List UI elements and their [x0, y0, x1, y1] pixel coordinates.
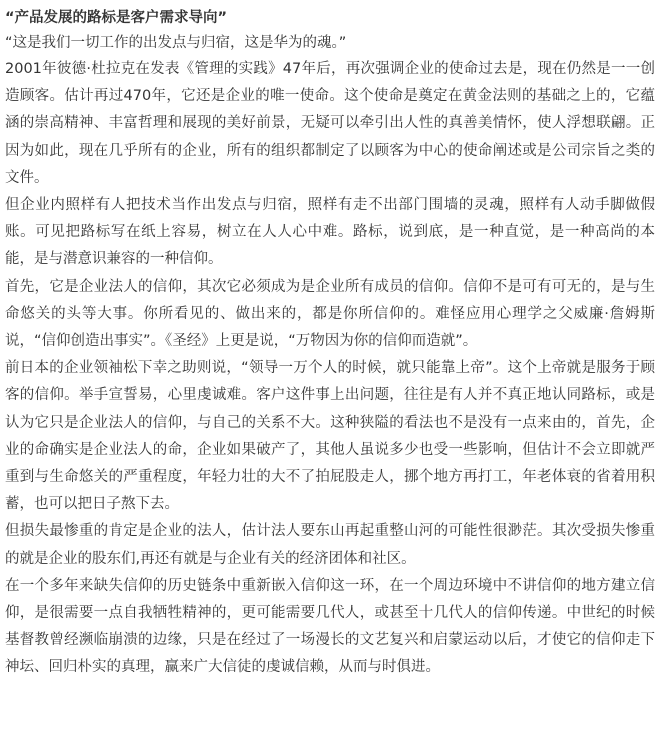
article-quote: “这是我们一切工作的出发点与归宿，这是华为的魂。” [5, 35, 347, 51]
paragraph: 但企业内照样有人把技术当作出发点与归宿，照样有走不出部门围墙的灵魂，照样有人动手脚做假账。可见把路标写在纸上容易，树立在人人心中难。路标，说到底，是一种直觉，是一种高尚的本能，是与潜意识兼容的一种信仰。 [5, 197, 655, 268]
paragraph: 在一个多年来缺失信仰的历史链条中重新嵌入信仰这一环，在一个周边环境中不讲信仰的地方建立信仰，是很需要一点自我牺牲精神的，更可能需要几代人，或甚至十几代人的信仰传递。中世纪的时候基督教曾经濒临崩溃的边缘，只是在经过了一场漫长的文艺复兴和启蒙运动以后，才使它的信仰走下神坛、回归朴实的真理，赢来广大信徒的虔诚信赖，从而与时俱进。 [5, 577, 655, 676]
paragraph: 首先，它是企业法人的信仰，其次它必须成为是企业所有成员的信仰。信仰不是可有可无的，是与生命悠关的头等大事。你所看见的、做出来的，都是你所信仰的。难怪应用心理学之父威廉·詹姆斯说，“信仰创造出事实”。《圣经》上更是说，“万物因为你的信仰而造就”。 [5, 278, 655, 350]
article-title: “产品发展的路标是客户需求导向” [5, 10, 228, 26]
paragraph: 但损失最惨重的肯定是企业的法人，估计法人要东山再起重整山河的可能性很渺茫。其次受损失惨重的就是企业的股东们,再还有就是与企业有关的经济团体和社区。 [5, 523, 655, 567]
paragraph: 2001年彼德·杜拉克在发表《管理的实践》47年后，再次强调企业的使命过去是，现在仍然是一一创造顾客。估计再过470年，它还是企业的唯一使命。这个使命是奠定在黄金法则的基础之上的，它蕴涵的崇高精神、丰富哲理和展现的美好前景，无疑可以牵引出人性的真善美情怀，使人浮想联翩。正因为如此，现在几乎所有的企业，所有的组织都制定了以顾客为中心的使命阐述或是公司宗旨之类的文件。 [5, 61, 655, 186]
paragraph: 前日本的企业领袖松下幸之助则说，“领导一万个人的时候，就只能靠上帝”。这个上帝就是服务于顾客的信仰。举手宣誓易，心里虔诚难。客户这件事上出问题，往往是有人并不真正地认同路标，或是认为它只是企业法人的信仰，与自己的关系不大。这种狭隘的看法也不是没有一点来由的，首先，企业的命确实是企业法人的命，企业如果破产了，其他人虽说多少也受一些影响，但估计不会立即就严重到与生命悠关的严重程度，年轻力壮的大不了拍屁股走人，挪个地方再打工，年老体衰的省着用积蓄，也可以把日子熬下去。 [5, 360, 655, 513]
